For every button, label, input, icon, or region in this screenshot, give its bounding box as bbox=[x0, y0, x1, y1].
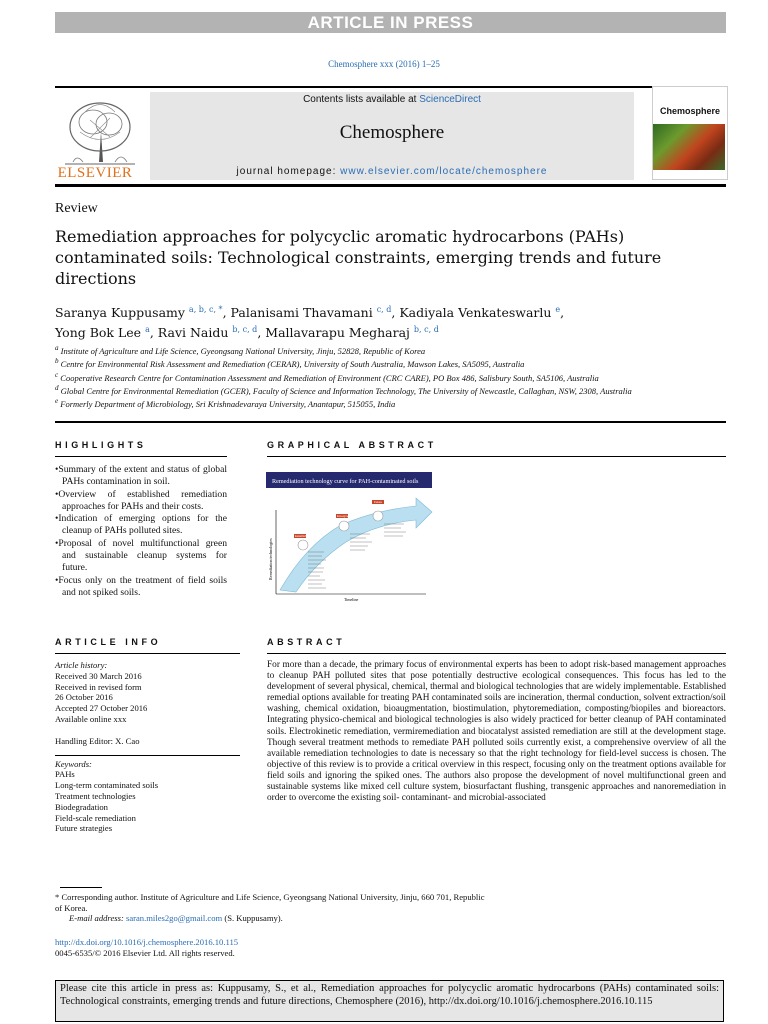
author[interactable]: Palanisami Thavamani $^{c, d}$, bbox=[230, 305, 400, 321]
corresponding-author: * Corresponding author. Institute of Agriculture and Life Science, Gyeongsang National University, Jinju, 660 701, Republic of Korea. bbox=[55, 892, 485, 913]
contents-prefix: Contents lists available at bbox=[303, 94, 420, 105]
author-list bbox=[55, 301, 695, 341]
affiliation: $^c$ Cooperative Research Centre for Contamination Assessment and Remediation of Environment (CRC CARE), PO Box 486, Salisbury South, SA5106, Australia bbox=[55, 370, 599, 383]
stage-label: Future bbox=[374, 500, 383, 504]
stage-label: Established bbox=[295, 534, 310, 538]
article-type: Review bbox=[55, 201, 98, 216]
author[interactable]: Saranya Kuppusamy $^{a, b, c, *}$, bbox=[55, 305, 231, 321]
homepage-prefix: journal homepage: bbox=[236, 166, 341, 177]
graphical-abstract-svg bbox=[266, 470, 434, 605]
email-line: E-mail address: saran.miles2go@gmail.com (S. Kuppusamy). bbox=[69, 913, 283, 923]
figure-title: Remediation technology curve for PAH-contaminated soils bbox=[272, 478, 419, 485]
graphical-abstract-rule bbox=[267, 456, 726, 457]
article-info-heading: ARTICLE INFO bbox=[55, 637, 162, 647]
y-axis-label: Remediation technologies bbox=[268, 538, 273, 580]
keyword: Future strategies bbox=[55, 823, 113, 834]
history-line: Received 30 March 2016 bbox=[55, 670, 142, 681]
highlight-item: •Indication of emerging options for the cleanup of PAHs polluted sites. bbox=[55, 513, 227, 537]
author[interactable]: Kadiyala Venkateswarlu $^e$, bbox=[399, 305, 565, 321]
homepage-link[interactable]: www.elsevier.com/locate/chemosphere bbox=[340, 166, 548, 177]
keyword: Field-scale remediation bbox=[55, 812, 136, 823]
stage-label: Emerging bbox=[337, 514, 349, 518]
x-axis-label: Timeline bbox=[344, 597, 359, 602]
contents-line bbox=[150, 94, 634, 105]
highlights-list bbox=[55, 464, 227, 599]
keyword: PAHs bbox=[55, 769, 75, 780]
history-line: Available online xxx bbox=[55, 713, 127, 724]
header-top-rule bbox=[55, 86, 726, 88]
graphical-abstract-heading: GRAPHICAL ABSTRACT bbox=[267, 440, 437, 450]
email-link[interactable]: saran.miles2go@gmail.com bbox=[125, 913, 223, 923]
doi-block bbox=[55, 937, 238, 958]
affiliation: $^b$ Centre for Environmental Risk Assessment and Remediation (CERAR), University of South Australia, Mawson Lakes, SA5095, Australia bbox=[55, 357, 525, 370]
abstract-text: For more than a decade, the primary focus of environmental experts has been to adopt risk-based management approaches to cleanup PAH polluted sites that pose potentially destructive ecological consequences. This focus has led to the development of several physical, chemical, thermal and biological technologies that are widely implementable. Established remedial options available for treating PAH contaminated soils are incineration, thermal conduction, solvent extraction/soil washing, chemical oxidation, bioaugmentation, biostimulation, phytoremediation, composting/biopiles and bioreactors. Integrating physico-chemical and biological technologies is also widely practiced for better cleanup of PAH contaminated soils. Electrokinetic remediation, vermiremediation and biocatalyst assisted remediation are still at the development stage. Though several treatment methods to remediate PAH polluted soils currently exist, a comprehensive overview of all the available remediation technologies to date is necessary so that the right technology for field-level success is chosen. The objective of this review is to provide a critical overview in this respect, focusing only on the treatment options available for field soils and ignoring the spiked ones. The authors also propose the development of novel multifunctional green and sustainable systems like mixed cell culture system, biosurfactant flushing, transgenic approaches and nanoremediation in order to overcome the existing soil- contaminant- and microbial-associated bbox=[267, 660, 726, 804]
article-info bbox=[55, 660, 240, 834]
handling-editor: Handling Editor: X. Cao bbox=[55, 735, 140, 746]
abstract-rule bbox=[267, 653, 726, 654]
article-title: Remediation approaches for polycyclic aromatic hydrocarbons (PAHs) contaminated soils: Technological constraints, emerging trends and future directions bbox=[55, 227, 662, 288]
article-in-press-banner: ARTICLE IN PRESS bbox=[55, 12, 726, 33]
affiliation: $^d$ Global Centre for Environmental Remediation (GCER), Faculty of Science and Information Technology, The University of Newcastle, Callaghan, NSW, 2308, Australia bbox=[55, 383, 632, 396]
affiliation: $^a$ Institute of Agriculture and Life Science, Gyeongsang National University, Jinju, 52828, Republic of Korea bbox=[55, 344, 426, 356]
cover-title: Chemosphere bbox=[659, 106, 721, 116]
history-line: 26 October 2016 bbox=[55, 692, 113, 703]
author[interactable]: Yong Bok Lee $^a$, bbox=[55, 325, 158, 341]
journal-name: Chemosphere bbox=[339, 122, 445, 143]
history-line: Received in revised form bbox=[55, 681, 142, 692]
keyword: Long-term contaminated soils bbox=[55, 780, 159, 791]
history-label: Article history: bbox=[55, 660, 108, 670]
affiliation: $^e$ Formerly Department of Microbiology, Sri Krishnadevaraya University, Anantapur, 515055, India bbox=[55, 397, 396, 410]
highlights-rule bbox=[55, 456, 227, 457]
cite-this-article-box: Please cite this article in press as: Kuppusamy, S., et al., Remediation approaches for polycyclic aromatic hydrocarbons (PAHs) contaminated soils: Technological constraints, emerging trends and future directions, Chemosphere (2016), http://dx.doi.org/10.1016/j.chemosphere.2016.10.115 bbox=[55, 980, 724, 1022]
footnote-rule bbox=[60, 887, 102, 888]
header-bottom-rule bbox=[55, 184, 726, 187]
doi-link[interactable]: http://dx.doi.org/10.1016/j.chemosphere.2016.10.115 bbox=[55, 937, 239, 947]
highlight-item: •Proposal of novel multifunctional green and sustainable cleanup systems for future. bbox=[55, 537, 227, 574]
highlight-item: •Focus only on the treatment of field soils and not spiked soils. bbox=[55, 574, 227, 598]
history-line: Accepted 27 October 2016 bbox=[55, 703, 148, 714]
keyword: Biodegradation bbox=[55, 801, 108, 812]
sciencedirect-link[interactable]: ScienceDirect bbox=[419, 94, 481, 105]
affiliations bbox=[55, 343, 675, 410]
journal-citation-link[interactable]: Chemosphere xxx (2016) 1–25 bbox=[328, 59, 440, 69]
graphical-abstract-figure[interactable] bbox=[266, 470, 434, 605]
corresponding-footnote bbox=[55, 892, 485, 924]
publisher-name: ELSEVIER bbox=[57, 165, 133, 181]
article-info-rule bbox=[55, 653, 240, 654]
journal-homepage bbox=[150, 166, 634, 177]
abstract-heading: ABSTRACT bbox=[267, 637, 346, 647]
keywords-label: Keywords: bbox=[55, 755, 240, 770]
author[interactable]: Mallavarapu Megharaj $^{b, c, d}$ bbox=[265, 325, 439, 341]
keyword: Treatment technologies bbox=[55, 790, 136, 801]
section-rule bbox=[55, 421, 726, 423]
highlight-item: •Summary of the extent and status of global PAHs contamination in soil. bbox=[55, 464, 227, 488]
copyright: 0045-6535/© 2016 Elsevier Ltd. All rights reserved. bbox=[55, 947, 235, 958]
cover-image bbox=[653, 124, 725, 170]
highlights-heading: HIGHLIGHTS bbox=[55, 440, 147, 450]
author[interactable]: Ravi Naidu $^{b, c, d}$, bbox=[157, 325, 266, 341]
highlight-item: •Overview of established remediation approaches for PAHs and their costs. bbox=[55, 488, 227, 512]
